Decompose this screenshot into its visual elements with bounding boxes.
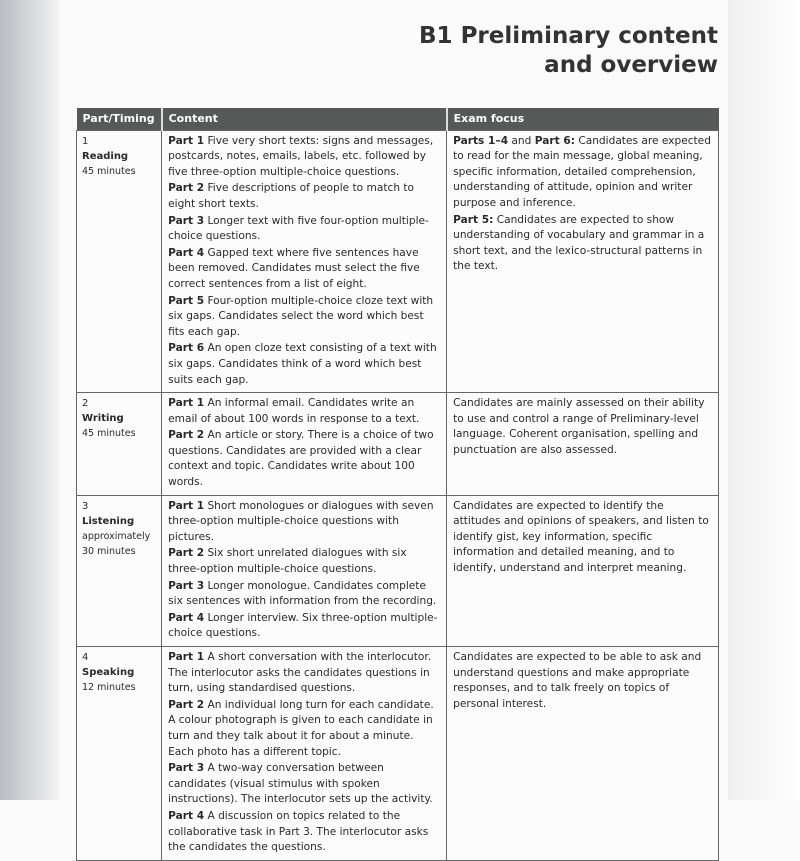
table-header-row	[77, 108, 719, 130]
part-description: Five very short texts: signs and messages, postcards, notes, emails, labels, etc. followed by five three-option multiple-choice questions.	[168, 134, 434, 178]
part-description: Short monologues or dialogues with seven three-option multiple-choice questions with pictures.	[168, 499, 434, 543]
part-number: 4	[82, 652, 89, 663]
part-number: 3	[82, 500, 89, 512]
content-item	[168, 341, 440, 388]
focus-description: Candidates are expected to be able to ask and understand questions and make appropriate responses, and to talk freely on topics of personal interest.	[453, 651, 702, 710]
table-row	[77, 495, 719, 646]
part-label: Part 1	[168, 134, 205, 147]
part-label: Part 3	[168, 762, 205, 775]
paper-timing: 45 minutes	[82, 428, 136, 440]
part-description: Six short unrelated dialogues with six three-option multiple-choice questions.	[168, 547, 407, 576]
paper-name: Listening	[82, 515, 135, 527]
overview-table	[76, 108, 719, 861]
content-item	[168, 246, 440, 293]
table-row	[77, 130, 719, 393]
part-description: A discussion on topics related to the collaborative task in Part 3. The interlocutor asks the candidates the questions.	[168, 809, 429, 854]
part-description: Longer text with five four-option multiple-choice questions.	[168, 214, 429, 243]
part-description: A short conversation with the interlocutor. The interlocutor asks the candidates questions in turn, using standardised questions.	[168, 651, 432, 695]
part-description: Five descriptions of people to match to eight short texts.	[168, 182, 415, 210]
part-label: Part 2	[168, 698, 205, 711]
part-label: Part 4	[168, 809, 205, 822]
content-item	[168, 761, 440, 808]
focus-description: Candidates are expected to read for the main message, global meaning, specific information, detailed comprehension, understanding of attitude, opinion and writer purpose and inference.	[453, 134, 711, 209]
focus-item	[453, 134, 712, 212]
part-label: Part 6	[168, 342, 205, 355]
exam-focus-cell	[447, 647, 719, 861]
part-timing-cell	[77, 393, 162, 496]
header-content: Content	[162, 108, 447, 130]
title-line-1: B1 Preliminary content	[419, 23, 718, 49]
paper-name: Writing	[82, 413, 124, 425]
content-cell	[162, 495, 447, 646]
paper-timing: approximately 30 minutes	[82, 530, 151, 557]
part-label: Part 4	[168, 246, 205, 259]
part-label: Part 1	[168, 651, 205, 663]
part-description: An article or story. There is a choice of two questions. Candidates are provided with a clear context and topic. Candidates write about 100 words.	[168, 429, 434, 489]
part-timing-cell	[77, 647, 162, 861]
title-line-2: and overview	[544, 52, 718, 78]
focus-label-2: Part 6:	[534, 134, 575, 147]
part-label: Part 1	[168, 397, 205, 410]
focus-item	[453, 213, 712, 275]
focus-description: Candidates are mainly assessed on their ability to use and control a range of Preliminary-level language. Coherent organisation, spelling and punctuation are also assessed.	[453, 397, 705, 456]
content-item	[168, 499, 440, 546]
content-item	[168, 396, 440, 427]
exam-focus-cell	[447, 130, 719, 393]
page-shadow-left	[0, 0, 60, 800]
part-label: Part 4	[168, 611, 205, 624]
exam-focus-cell	[447, 393, 719, 496]
content-cell	[162, 393, 447, 496]
focus-connector: and	[508, 134, 535, 147]
table-row	[77, 647, 719, 861]
header-part-timing: Part/Timing	[77, 108, 162, 130]
part-description: Gapped text where five sentences have been removed. Candidates must select the five correct sentences from a list of eight.	[168, 246, 420, 290]
focus-item	[453, 650, 712, 712]
content-item	[168, 294, 440, 341]
focus-description: Candidates are expected to identify the attitudes and opinions of speakers, and listen to identify gist, key information, specific information and detailed meaning, and to identify, understand and interpret meaning.	[453, 499, 709, 575]
content-item	[168, 214, 440, 245]
focus-label: Part 5:	[453, 213, 494, 226]
part-label: Part 2	[168, 547, 205, 560]
part-label: Part 3	[168, 579, 205, 592]
part-label: Part 1	[168, 499, 205, 512]
content-cell	[162, 130, 447, 393]
part-label: Part 5	[168, 294, 205, 307]
page-title	[419, 22, 718, 80]
focus-item	[453, 499, 712, 577]
content-item	[168, 650, 440, 697]
part-description: Four-option multiple-choice cloze text with six gaps. Candidates select the word which best fits each gap.	[168, 294, 434, 338]
content-item	[168, 698, 440, 760]
part-description: A two-way conversation between candidates (visual stimulus with spoken instructions). The interlocutor sets up the activity.	[168, 762, 433, 806]
part-label: Part 3	[168, 214, 205, 227]
content-item	[168, 579, 440, 610]
focus-label: Parts 1–4	[453, 134, 509, 147]
content-item	[168, 428, 440, 490]
focus-item	[453, 396, 712, 458]
exam-focus-cell	[447, 495, 719, 646]
content-item	[168, 809, 440, 856]
part-description: Longer monologue. Candidates complete six sentences with information from the recording.	[168, 579, 437, 608]
table-row	[77, 393, 719, 496]
part-description: Longer interview. Six three-option multiple-choice questions.	[168, 611, 438, 640]
content-item	[168, 134, 440, 181]
part-description: An open cloze text consisting of a text with six gaps. Candidates think of a word which best suits each gap.	[168, 342, 437, 386]
part-number: 1	[82, 135, 89, 147]
paper-timing: 12 minutes	[82, 682, 136, 693]
content-item	[168, 181, 440, 212]
part-label: Part 2	[168, 182, 205, 195]
part-description: An individual long turn for each candidate. A colour photograph is given to each candidate in turn and they talk about it for about a minute. Each photo has a different topic.	[168, 698, 434, 758]
part-timing-cell	[77, 495, 162, 646]
paper-name: Speaking	[82, 667, 135, 678]
part-description: An informal email. Candidates write an email of about 100 words in response to a text.	[168, 397, 420, 425]
paper-name: Reading	[82, 150, 129, 162]
page-shadow-right	[728, 0, 800, 800]
part-number: 2	[82, 398, 89, 410]
paper-timing: 45 minutes	[82, 165, 136, 177]
focus-description: Candidates are expected to show understanding of vocabulary and grammar in a short text, and the lexico-structural patterns in the text.	[453, 213, 705, 273]
content-item	[168, 611, 440, 642]
part-timing-cell	[77, 130, 162, 393]
part-label: Part 2	[168, 429, 205, 442]
header-exam-focus: Exam focus	[447, 108, 719, 130]
content-cell	[162, 647, 447, 861]
content-item	[168, 546, 440, 577]
